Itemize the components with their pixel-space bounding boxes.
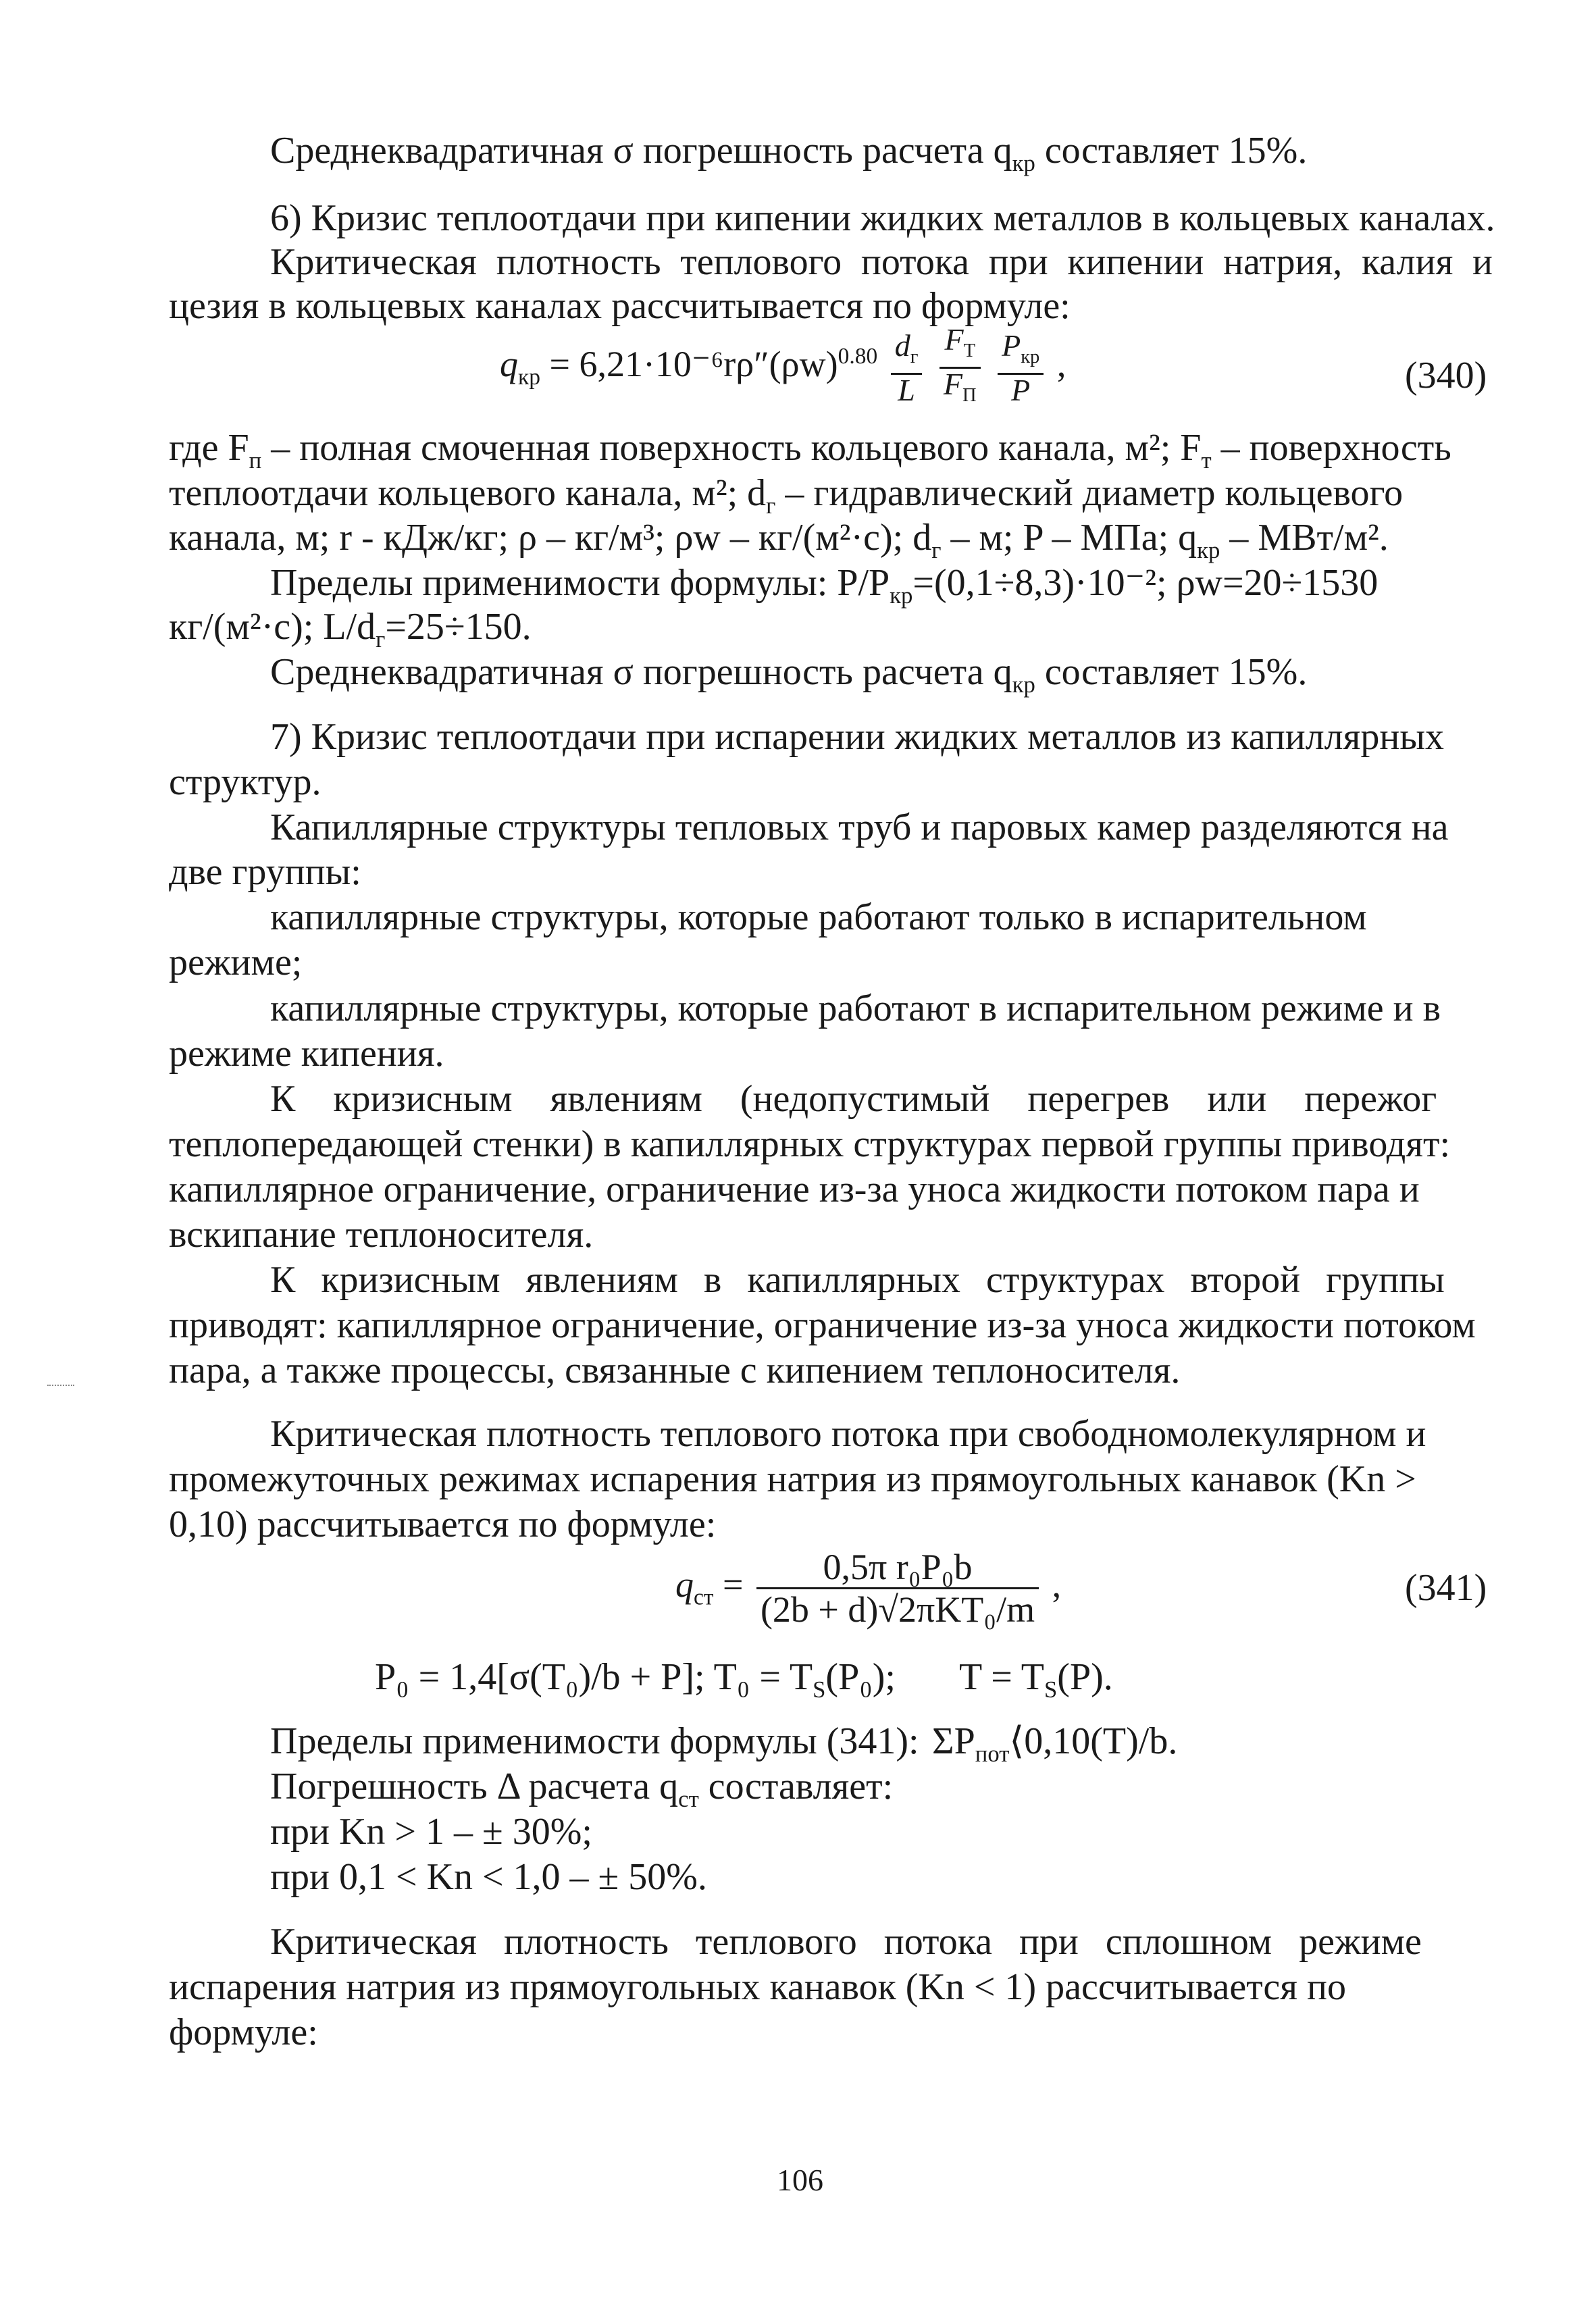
subscript: S xyxy=(813,1676,826,1703)
superscript: 0.80 xyxy=(838,344,878,369)
text-run: (340) xyxy=(1405,355,1487,396)
formula-text: , xyxy=(1048,344,1066,385)
paragraph-line xyxy=(169,1212,593,1257)
text-run: – полная смоченная поверхность кольцевого канала, м²; F xyxy=(261,427,1202,469)
formula-text: (P₀); xyxy=(825,1656,896,1698)
subscript: кр xyxy=(890,582,913,609)
formula-symbol: F xyxy=(944,322,964,357)
paragraph-line xyxy=(169,940,302,985)
formula-340 xyxy=(500,324,1066,411)
formula-341-conditions xyxy=(375,1655,896,1712)
subscript: г xyxy=(376,626,386,653)
text-run: – поверхность xyxy=(1211,427,1451,469)
formula-text: = 6,21·10⁻⁶rρ″(ρw) xyxy=(540,344,838,385)
text-run: где F xyxy=(169,427,249,469)
text-run: 0,10) рассчитывается по формуле: xyxy=(169,1503,717,1545)
text-run: капиллярное ограничение, ограничение из-за уноса жидкости потоком пара и xyxy=(169,1168,1420,1210)
text-run: Критическая плотность теплового потока при сплошном режиме xyxy=(270,1921,1422,1963)
text-run: канала, м; r - кДж/кг; ρ – кг/м³; ρw – кг/(м²·с); d xyxy=(169,517,932,559)
equation-number xyxy=(1405,1566,1487,1610)
formula-text: , xyxy=(1043,1564,1062,1605)
page-number xyxy=(777,2158,823,2203)
formula-symbol: F xyxy=(943,367,962,402)
fraction-numerator: 0,5π r₀P₀b xyxy=(756,1547,1039,1589)
text-run: Критическая плотность теплового потока при свободномолекулярном и xyxy=(270,1413,1426,1455)
formula-text: T = T xyxy=(959,1656,1044,1698)
text-run: пара, а также процессы, связанные с кипением теплоносителя. xyxy=(169,1349,1181,1391)
text-run: две группы: xyxy=(169,851,361,893)
text-run: испарения натрия из прямоугольных канавок (Kn < 1) рассчитывается по xyxy=(169,1966,1346,2008)
equation-number xyxy=(1405,353,1487,398)
text-run: кг/(м²·с); L/d xyxy=(169,606,376,648)
formula-text: ΣP xyxy=(932,1720,975,1762)
formula-symbol: q xyxy=(500,344,518,385)
text-run: (341) xyxy=(1405,1567,1487,1609)
text-run: Пределы применимости формулы (341): xyxy=(270,1720,919,1762)
text-run: К кризисным явлениям в капиллярных структурах второй группы xyxy=(270,1259,1445,1301)
paragraph-line xyxy=(270,805,1448,850)
formula-341 xyxy=(675,1547,1061,1630)
paragraph-line xyxy=(270,1412,1426,1456)
paragraph-line xyxy=(270,1809,592,1854)
text-run: режиме кипения. xyxy=(169,1033,444,1075)
paragraph-line xyxy=(270,1719,919,1764)
subscript: кр xyxy=(518,364,540,390)
paragraph-line xyxy=(270,240,1493,284)
text-run: Погрешность Δ расчета q xyxy=(270,1766,679,1807)
text-run: =(0,1÷8,3)·10⁻²; ρw=20÷1530 xyxy=(912,562,1379,604)
text-run: капиллярные структуры, которые работают в испарительном режиме и в xyxy=(270,987,1441,1029)
text-run: – МВт/м². xyxy=(1220,517,1389,559)
formula-text: (P). xyxy=(1057,1656,1113,1698)
text-run: составляет 15%. xyxy=(1035,130,1308,172)
text-run: структур. xyxy=(169,761,321,803)
text-run: формуле: xyxy=(169,2011,318,2053)
subscript: кр xyxy=(1021,346,1040,367)
subscript: г xyxy=(766,492,776,519)
text-run: при Kn > 1 – ± 30%; xyxy=(270,1811,592,1853)
paragraph-line xyxy=(169,2010,318,2055)
paragraph-line xyxy=(169,1502,716,1547)
subscript: кр xyxy=(1197,537,1220,564)
subscript: П xyxy=(962,385,977,407)
text-run: теплопередающей стенки) в капиллярных структурах первой группы приводят: xyxy=(169,1123,1451,1165)
text-run: Пределы применимости формулы: P/P xyxy=(270,562,890,604)
text-run: промежуточных режимах испарения натрия из прямоугольных канавок (Kn > xyxy=(169,1458,1416,1500)
subscript: г xyxy=(931,537,942,564)
text-run: Среднеквадратичная σ погрешность расчета q xyxy=(270,651,1012,693)
paragraph-line xyxy=(169,1031,444,1076)
paragraph-line xyxy=(169,1348,1180,1393)
formula-symbol: q xyxy=(675,1564,694,1605)
text-run: капиллярные структуры, которые работают только в испарительном xyxy=(270,896,1367,938)
paragraph-line xyxy=(270,650,1307,707)
fraction-denominator: (2b + d)√2πKT₀/m xyxy=(760,1589,1035,1630)
text-run: 7) Кризис теплоотдачи при испарении жидких металлов из капиллярных xyxy=(270,716,1444,758)
text-run: составляет: xyxy=(698,1766,894,1807)
paragraph-line xyxy=(169,1965,1346,2009)
formula-inline xyxy=(932,1719,1177,1776)
subscript: кр xyxy=(1012,671,1035,698)
subscript: пот xyxy=(975,1741,1010,1768)
text-run: составляет 15%. xyxy=(1035,651,1308,693)
subscript: Т xyxy=(963,340,975,362)
subscript: т xyxy=(1201,447,1212,474)
section-heading xyxy=(270,715,1444,759)
paragraph-line xyxy=(270,1077,1437,1121)
subscript: п xyxy=(249,447,262,474)
paragraph-line xyxy=(169,1303,1476,1347)
formula-symbol: P xyxy=(1002,328,1021,363)
text-run: – гидравлический диаметр кольцевого xyxy=(775,472,1404,514)
formula-text: ⟨0,10(T)/b. xyxy=(1009,1720,1178,1762)
subscript: S xyxy=(1044,1676,1058,1703)
paragraph-line xyxy=(270,1258,1445,1302)
formula-text: P₀ = 1,4[σ(T₀)/b + P]; T₀ = T xyxy=(375,1656,813,1698)
paragraph-line xyxy=(270,1920,1422,1964)
subscript: ст xyxy=(678,1786,699,1813)
text-run: при 0,1 < Kn < 1,0 – ± 50%. xyxy=(270,1856,707,1898)
text-run: 106 xyxy=(777,2163,823,2197)
formula-341-saturation xyxy=(959,1655,1113,1712)
fraction xyxy=(998,330,1044,406)
text-run: теплоотдачи кольцевого канала, м²; d xyxy=(169,472,767,514)
fraction xyxy=(891,330,923,406)
subscript: г xyxy=(910,346,919,367)
margin-mark xyxy=(47,1385,74,1386)
paragraph-line xyxy=(169,1122,1450,1166)
fraction xyxy=(756,1547,1039,1630)
text-run: – м; P – МПа; q xyxy=(941,517,1198,559)
formula-symbol: P xyxy=(1011,372,1031,407)
text-run: вскипание теплоносителя. xyxy=(169,1214,594,1256)
paragraph-line xyxy=(270,128,1307,186)
paragraph-line xyxy=(169,1457,1416,1501)
fraction xyxy=(939,324,981,411)
paragraph-line xyxy=(169,850,361,894)
subscript: кр xyxy=(1012,150,1035,177)
text-run: Капиллярные структуры тепловых труб и паровых камер разделяются на xyxy=(270,806,1449,848)
formula-text: = xyxy=(713,1564,752,1605)
text-run: Критическая плотность теплового потока при кипении натрия, калия и xyxy=(270,241,1493,283)
paragraph-line xyxy=(270,895,1367,940)
subscript: ст xyxy=(694,1585,714,1610)
formula-symbol: d xyxy=(894,328,910,363)
text-run: =25÷150. xyxy=(385,606,532,648)
text-run: режиме; xyxy=(169,942,303,983)
text-run: 6) Кризис теплоотдачи при кипении жидких металлов в кольцевых каналах. xyxy=(270,197,1495,239)
paragraph-line xyxy=(270,986,1441,1031)
paragraph-line xyxy=(169,1167,1420,1212)
section-heading xyxy=(169,760,321,804)
formula-symbol: L xyxy=(898,372,915,407)
text-run: цезия в кольцевых каналах рассчитывается по формуле: xyxy=(169,285,1071,327)
text-run: Среднеквадратичная σ погрешность расчета q xyxy=(270,130,1012,172)
paragraph-line xyxy=(270,1855,707,1899)
paragraph-line xyxy=(169,284,1071,328)
section-heading xyxy=(270,196,1495,240)
text-run: К кризисным явлениям (недопустимый перегрев или пережог xyxy=(270,1078,1437,1120)
text-run: приводят: капиллярное ограничение, ограничение из-за уноса жидкости потоком xyxy=(169,1304,1476,1346)
